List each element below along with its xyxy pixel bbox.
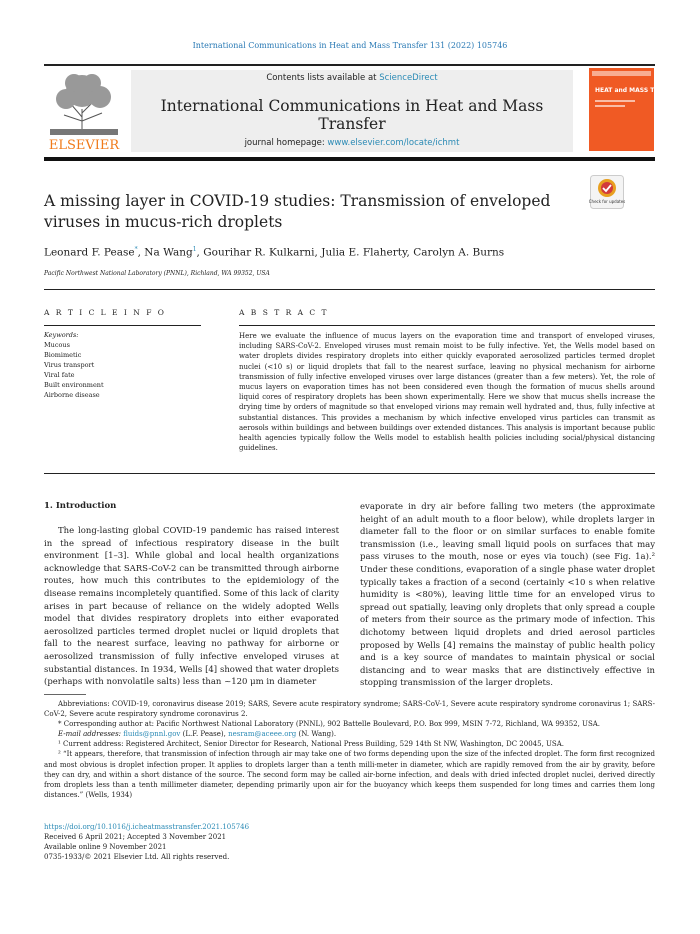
email-label: E-mail addresses: (58, 730, 122, 739)
footnote-1: ¹ Current address: Registered Architect, Senior Director for Research, National Press Building, 529 14th St NW, Washington, DC 20045, USA. (58, 740, 564, 749)
doi-link[interactable]: https://doi.org/10.1016/j.icheatmasstransfer.2021.105746 (44, 823, 250, 831)
email-link[interactable]: nesram@aceee.org (228, 730, 297, 739)
email-link[interactable]: fluids@pnnl.gov (123, 730, 181, 739)
article-info-heading: A R T I C L E I N F O (44, 308, 166, 317)
abstract-heading: A B S T R A C T (239, 308, 329, 317)
journal-citation[interactable]: International Communications in Heat and Mass Transfer 131 (2022) 105746 (192, 41, 508, 50)
contents-prefix: Contents lists available at (266, 73, 380, 83)
footnotes (44, 699, 655, 800)
online-line: Available online 9 November 2021 (44, 843, 167, 851)
keyword: Mucous (44, 341, 70, 349)
affiliation: Pacific Northwest National Laboratory (PNNL), Richland, WA 99352, USA (44, 270, 270, 277)
email-owner: (L.F. Pease), (182, 730, 226, 739)
divider (44, 289, 655, 290)
author-mark[interactable]: * (134, 246, 138, 253)
divider (239, 325, 655, 326)
keyword: Viral fate (44, 371, 75, 379)
section-heading: 1. Introduction (44, 501, 117, 511)
contents-line (131, 73, 573, 83)
keyword: Built environment (44, 381, 104, 389)
homepage-link[interactable]: www.elsevier.com/locate/ichmt (327, 138, 460, 148)
received-line: Received 6 April 2021; Accepted 3 November 2021 (44, 833, 227, 841)
header-bottom-rule (44, 157, 655, 161)
author-list: Leonard F. Pease*, Na Wang$^1$, Gourihar R. Kulkarni, Julia E. Flaherty, Carolyn A. Burns (44, 246, 505, 259)
author-mark[interactable]: 1 (192, 246, 197, 253)
email-line (44, 729, 655, 739)
journal-title: International Communications in Heat and Mass Transfer (160, 97, 544, 133)
publication-info (44, 822, 249, 862)
keyword: Biomimetic (44, 351, 82, 359)
keyword: Airborne disease (44, 391, 100, 399)
journal-cover[interactable] (589, 68, 686, 151)
article-title: A missing layer in COVID-19 studies: Transmission of enveloped viruses in mucus-rich droplets (44, 192, 551, 231)
author-name[interactable]: Gourihar R. Kulkarni (203, 246, 315, 259)
divider (44, 325, 201, 326)
author-name[interactable]: Julia E. Flaherty (321, 246, 407, 259)
divider (44, 473, 655, 474)
author-name[interactable]: Leonard F. Pease (44, 246, 135, 259)
intro-right-column: evaporate in dry air before falling two meters (the approximate height of an adult mouth to a floor below), while droplets larger in diameter fall to the floor or on similar surfaces to enable fomite transmission (i.e., leaving small liquid pools on surfaces that may pass viruses to the mouth, nose or eyes via touch) (see Fig. 1a).² Under these conditions, evaporation of a single phase water droplet typically takes a fraction of a second (certainly <10 s when relative humidity is <80%), leaving little time for an enveloped virus to spread out spatially, leaving only droplets that only spread a couple of meters from their source as the primary mode of infection. This dichotomy between liquid droplets and dried aerosol particles proposed by Wells [4] remains the mainstay of public health policy and is a key source of mandates to maintain physical or social distancing and to wear masks that are distinctively effective in stopping transmission of the larger droplets. (360, 502, 655, 689)
cover-title: HEAT and MASS TRANSFER (595, 87, 686, 94)
keyword: Virus transport (44, 361, 95, 369)
intro-left-column: The long-lasting global COVID-19 pandemic has raised interest in the spread of infectious respiratory disease in the built environment [1–3]. While global and local health organizations acknowledge that SARS-CoV-2 can be transmitted through airborne routes, how much this contributes to the epidemiology of the disease remains incompletely quantified. Some of this lack of clarity arises in part because of reliance on the widely adopted Wells model that divides respiratory droplets into either evaporated aerosolized particles termed droplet nuclei or liquid droplets that fall to the nearest surface, leaving no pathway for airborne or aerosolized transmission of fully infective enveloped viruses at substantial distances. In 1934, Wells [4] showed that water droplets (perhaps with nonvolatile salts) less than ~120 μm in diameter (44, 526, 339, 688)
homepage-prefix: journal homepage: (244, 138, 328, 148)
elsevier-logo (44, 69, 124, 153)
check-updates-label: Check for updates (588, 199, 626, 204)
author-name[interactable]: Na Wang (144, 246, 193, 259)
publisher-name: ELSEVIER (48, 138, 120, 153)
email-owner: (N. Wang). (298, 730, 337, 739)
footnote-2: ² “It appears, therefore, that transmission of infection through air may take one of two forms depending upon the size of the infected droplet. The form first recognized and most obvious is droplet infection proper. It applies to droplets larger than a tenth milli-meter in diameter, which are rapidly removed from the air by gravity, before they can dry, and within a short distance of the source. The second form may be called air-borne infection, and deals with dried infected droplet nuclei, derived directly from droplets less than a tenth millimeter diameter, depending primarily upon air for the buoyancy which keeps them suspended for long times and carries them long distances.” (Wells, 1934) (44, 750, 655, 799)
corresponding-author-note: * Corresponding author at: Pacific Northwest National Laboratory (PNNL), 902 Battelle Boulevard, P.O. Box 999, MSIN 7-72, Richland, WA 99352, USA. (58, 720, 601, 729)
sciencedirect-link[interactable]: ScienceDirect (379, 73, 438, 83)
abstract-text: Here we evaluate the influence of mucus layers on the evaporation time and transport of enveloped viruses, including SARS-CoV-2. Enveloped viruses must remain moist to be fully infective. Yet, the Wells model based on water droplets divides respiratory droplets into either quickly evaporated aerosolized particles termed droplet nuclei (<10 s) or liquid droplets that fall to the nearest surface, leaving no physical mechanism for airborne transmission of fully infective enveloped viruses over large distances (greater than a few meters). Yet, the role of mucus layers on evaporation times has not been considered even though the formation of mucus shells around liquid cores of respiratory droplets has been shown experimentally. Here we show that mucus shells increase the drying time by orders of magnitude so that enveloped virions may remain well hydrated and, thus, fully infective at substantial distances. This provides a mechanism by which infective enveloped virus particles can transmit as aerosols within buildings and between buildings over extended distances. This analysis is important because public health agencies typically follow the Wells model to establish health policies including social/physical distancing guidelines. (239, 332, 655, 453)
footnote-rule (44, 694, 86, 695)
copyright-line: 0735-1933/© 2021 Elsevier Ltd. All rights reserved. (44, 853, 230, 861)
abbreviations-note: Abbreviations: COVID-19, coronavirus disease 2019; SARS, Severe acute respiratory syndrome; SARS-CoV-1, Severe acute respiratory syndrome coronavirus 1; SARS-CoV-2, Severe acute respiratory syndrome coronavirus 2. (44, 700, 655, 719)
keywords-label: Keywords: (44, 331, 79, 339)
keywords-block (44, 330, 104, 400)
author-name[interactable]: Carolyn A. Burns (413, 246, 505, 259)
header-top-rule (44, 64, 655, 66)
homepage-line (131, 138, 573, 148)
check-for-updates-icon[interactable] (590, 175, 624, 209)
